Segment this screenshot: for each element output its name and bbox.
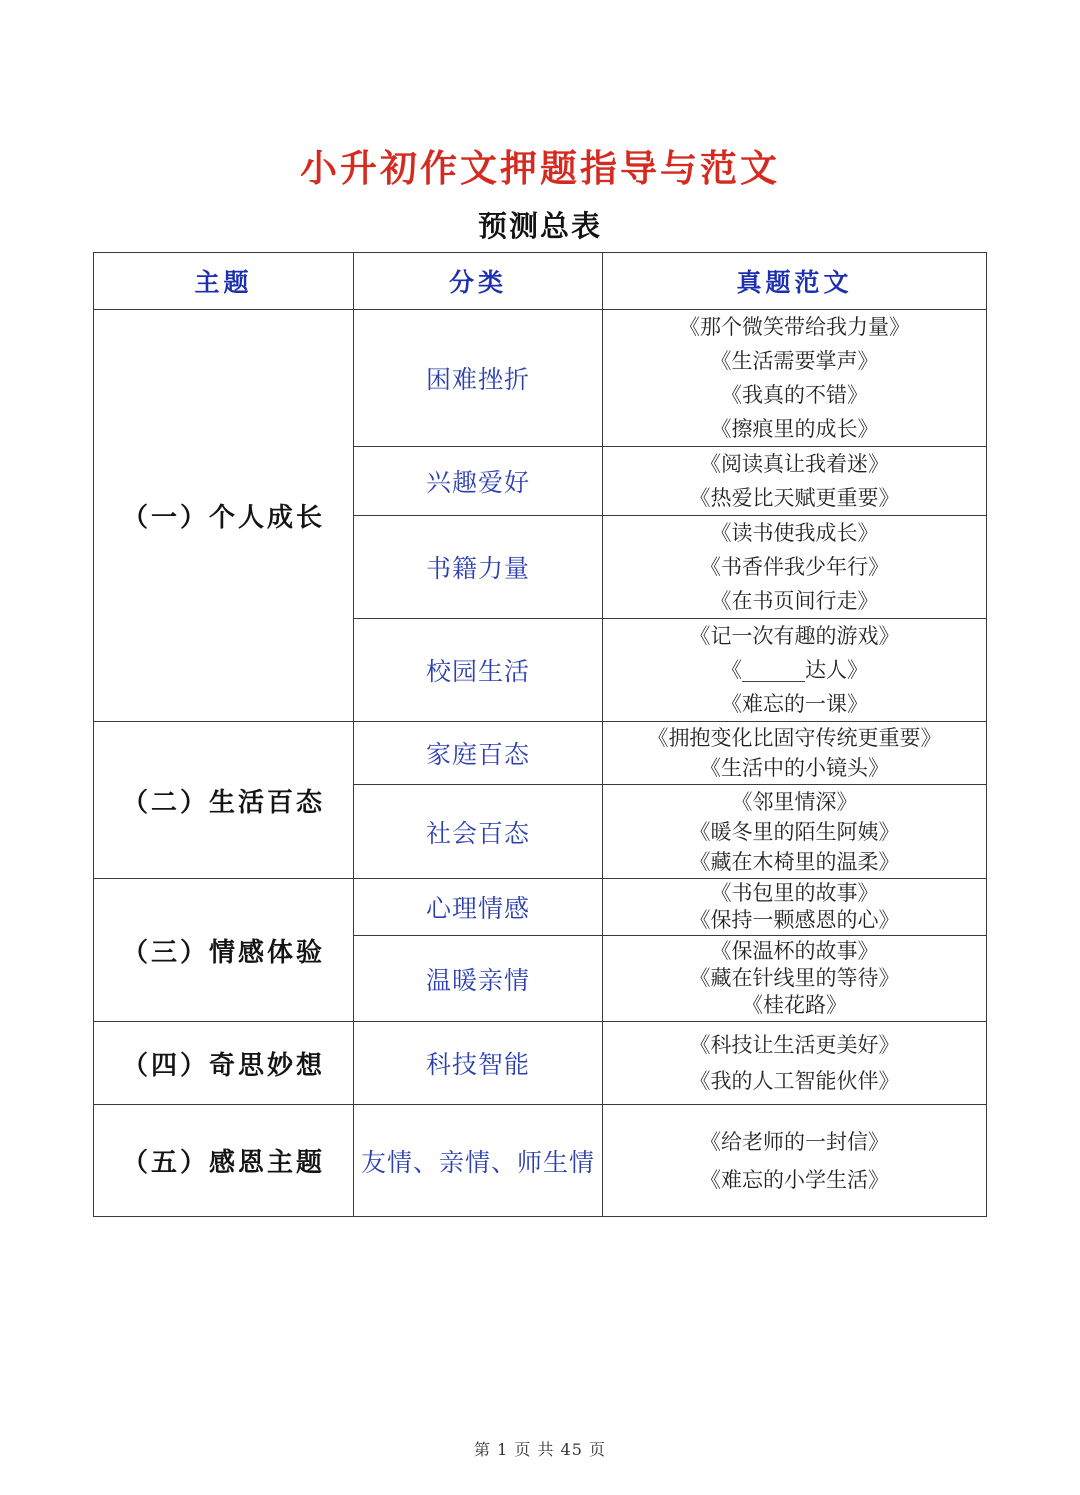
work-title: 《邻里情深》 xyxy=(731,789,858,814)
theme-cell: （五）感恩主题 xyxy=(94,1105,354,1217)
header-category: 分类 xyxy=(354,253,603,310)
table-header-row xyxy=(94,253,987,310)
work-title: 《______达人》 xyxy=(721,658,868,682)
theme-cell: （四）奇思妙想 xyxy=(94,1022,354,1105)
work-title: 《科技让生活更美好》 xyxy=(689,1033,900,1057)
table-row xyxy=(94,310,987,447)
theme-cell: （三）情感体验 xyxy=(94,879,354,1022)
category-cell: 困难挫折 xyxy=(354,310,603,447)
work-title: 《暖冬里的陌生阿姨》 xyxy=(689,819,900,844)
work-title: 《读书使我成长》 xyxy=(710,521,879,545)
works-cell xyxy=(603,785,987,879)
works-cell xyxy=(603,1022,987,1105)
category-cell: 社会百态 xyxy=(354,785,603,879)
work-title: 《保温杯的故事》 xyxy=(710,939,879,963)
work-title: 《在书页间行走》 xyxy=(710,589,879,613)
works-cell xyxy=(603,447,987,516)
works-cell xyxy=(603,516,987,619)
theme-cell: （二）生活百态 xyxy=(94,722,354,879)
category-cell: 书籍力量 xyxy=(354,516,603,619)
page-footer: 第 1 页 共 45 页 xyxy=(474,1440,606,1459)
category-cell: 温暖亲情 xyxy=(354,936,603,1022)
work-title: 《书香伴我少年行》 xyxy=(700,555,889,579)
work-title: 《桂花路》 xyxy=(742,993,847,1017)
header-works: 真题范文 xyxy=(603,253,987,310)
works-cell xyxy=(603,722,987,785)
category-cell: 校园生活 xyxy=(354,619,603,722)
prediction-table xyxy=(93,252,987,1217)
work-title: 《记一次有趣的游戏》 xyxy=(689,624,900,648)
work-title: 《难忘的一课》 xyxy=(721,692,868,716)
work-title: 《难忘的小学生活》 xyxy=(700,1167,889,1192)
theme-cell: （一）个人成长 xyxy=(94,310,354,722)
work-title: 《擦痕里的成长》 xyxy=(710,417,879,441)
category-cell: 科技智能 xyxy=(354,1022,603,1105)
work-title: 《保持一颗感恩的心》 xyxy=(689,908,900,932)
category-cell: 家庭百态 xyxy=(354,722,603,785)
works-cell xyxy=(603,310,987,447)
work-title: 《我真的不错》 xyxy=(721,383,868,407)
work-title: 《生活中的小镜头》 xyxy=(700,756,889,780)
category-cell: 心理情感 xyxy=(354,879,603,936)
works-cell xyxy=(603,619,987,722)
category-cell: 兴趣爱好 xyxy=(354,447,603,516)
work-title: 《那个微笑带给我力量》 xyxy=(679,315,910,339)
work-title: 《书包里的故事》 xyxy=(710,881,879,905)
header-theme: 主题 xyxy=(94,253,354,310)
work-title: 《生活需要掌声》 xyxy=(710,349,879,373)
table-row xyxy=(94,1105,987,1217)
category-cell: 友情、亲情、师生情 xyxy=(354,1105,603,1217)
work-title: 《我的人工智能伙伴》 xyxy=(689,1069,900,1093)
work-title: 《热爱比天赋更重要》 xyxy=(689,486,900,510)
work-title: 《阅读真让我着迷》 xyxy=(700,452,889,476)
works-cell xyxy=(603,1105,987,1217)
table-row xyxy=(94,1022,987,1105)
works-cell xyxy=(603,936,987,1022)
work-title: 《给老师的一封信》 xyxy=(700,1129,889,1154)
table-row xyxy=(94,722,987,785)
page-title: 小升初作文押题指导与范文 xyxy=(300,146,780,190)
page-subtitle: 预测总表 xyxy=(477,209,602,243)
table-row xyxy=(94,879,987,936)
work-title: 《藏在针线里的等待》 xyxy=(689,966,900,990)
works-cell xyxy=(603,879,987,936)
work-title: 《藏在木椅里的温柔》 xyxy=(689,849,900,874)
work-title: 《拥抱变化比固守传统更重要》 xyxy=(647,726,942,750)
